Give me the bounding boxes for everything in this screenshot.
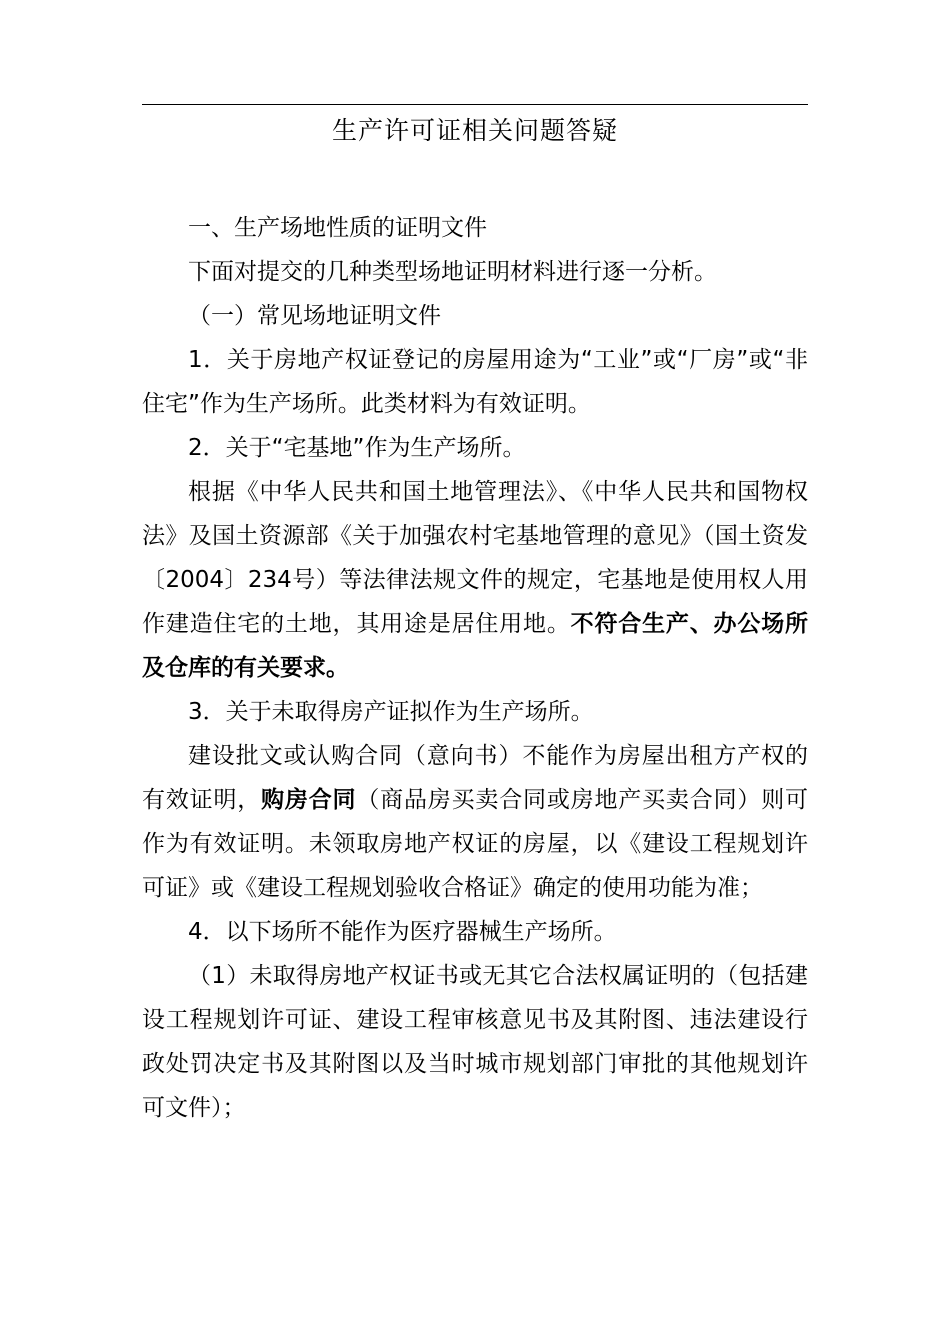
- paragraph: [142, 250, 808, 294]
- header-rule: [142, 104, 808, 105]
- bold-text: 不符合生产、办公场所及仓库的有关要求。: [142, 611, 809, 681]
- text-run: 建设批文或认购合同（意向书）不能作为房屋出租方产权的有效证明，: [142, 743, 808, 813]
- text-run: 3．关于未取得房产证拟作为生产场所。: [188, 699, 594, 725]
- paragraph: [142, 690, 808, 734]
- text-run: 一、生产场地性质的证明文件: [188, 215, 487, 241]
- paragraph: [142, 294, 808, 338]
- text-run: 4．以下场所不能作为医疗器械生产场所。: [188, 919, 617, 945]
- paragraph: [142, 734, 808, 910]
- paragraph: [142, 206, 808, 250]
- document-body: [142, 206, 808, 1130]
- text-run: 1．关于房地产权证登记的房屋用途为“工业”或“厂房”或“非住宅”作为生产场所。此类材料为有效证明。: [142, 347, 808, 417]
- paragraph: [142, 910, 808, 954]
- text-run: 根据《中华人民共和国土地管理法》、《中华人民共和国物权法》及国土资源部《关于加强农村宅基地管理的意见》（国土资发〔2004〕234号）等法律法规文件的规定，宅基地是使用权人用作建造住宅的土地，其用途是居住用地。: [142, 479, 808, 637]
- paragraph: [142, 470, 808, 690]
- text-run: （一）常见场地证明文件: [188, 303, 441, 329]
- paragraph: [142, 338, 808, 426]
- text-run: 2．关于“宅基地”作为生产场所。: [188, 435, 526, 461]
- document-title: 生产许可证相关问题答疑: [331, 116, 618, 145]
- text-run: 下面对提交的几种类型场地证明材料进行逐一分析。: [188, 259, 717, 285]
- paragraph: [142, 954, 808, 1130]
- bold-text: 购房合同: [261, 787, 357, 813]
- paragraph: [142, 426, 808, 470]
- text-run: （商品房买卖合同或房地产买卖合同）则可作为有效证明。未领取房地产权证的房屋，以《建设工程规划许可证》或《建设工程规划验收合格证》确定的使用功能为准；: [142, 787, 809, 901]
- text-run: （1）未取得房地产权证书或无其它合法权属证明的（包括建设工程规划许可证、建设工程审核意见书及其附图、违法建设行政处罚决定书及其附图以及当时城市规划部门审批的其他规划许可文件）；: [142, 963, 808, 1121]
